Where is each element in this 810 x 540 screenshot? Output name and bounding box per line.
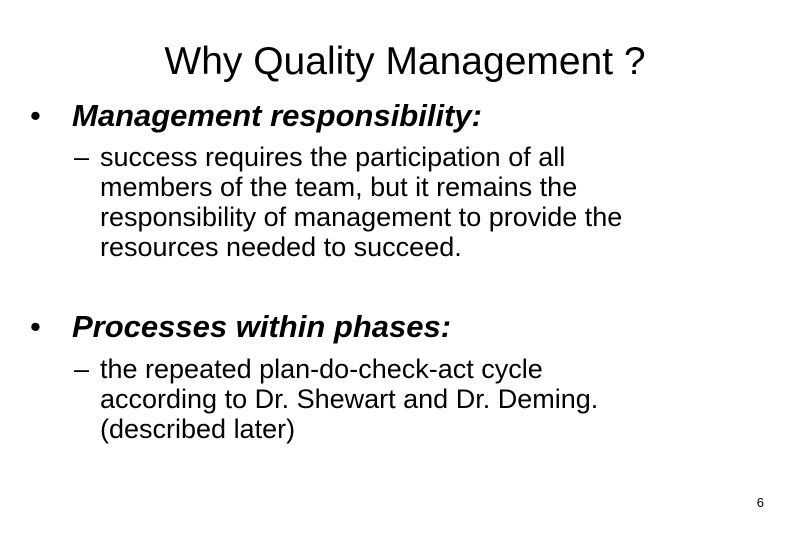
- sub-bullet-line: according to Dr. Shewart and Dr. Deming.: [100, 384, 599, 414]
- sub-bullet-processes-within-phases: [74, 354, 598, 444]
- sub-bullet-line: responsibility of management to provide the: [100, 202, 623, 232]
- sub-bullet-marker: –: [74, 354, 90, 384]
- page-number: 6: [756, 495, 764, 510]
- sub-bullet-management-responsibility: [74, 142, 622, 262]
- sub-bullet-line: members of the team, but it remains the: [100, 172, 578, 202]
- sub-bullet-line: success requires the participation of all: [100, 142, 566, 172]
- bullet-heading-text: Management responsibility:: [72, 98, 482, 133]
- sub-bullet-marker: –: [74, 142, 90, 172]
- sub-bullet-line: (described later): [100, 414, 296, 444]
- bullet-heading-text: Processes within phases:: [72, 309, 452, 344]
- sub-bullet-line: the repeated plan-do-check-act cycle: [100, 354, 543, 384]
- bullet-marker: •: [30, 309, 41, 344]
- bullet-heading-management-responsibility: [30, 98, 482, 134]
- bullet-marker: •: [30, 98, 41, 133]
- sub-bullet-line: resources needed to succeed.: [100, 232, 462, 262]
- slide-title: Why Quality Management ?: [164, 40, 646, 83]
- bullet-heading-processes-within-phases: [30, 309, 451, 345]
